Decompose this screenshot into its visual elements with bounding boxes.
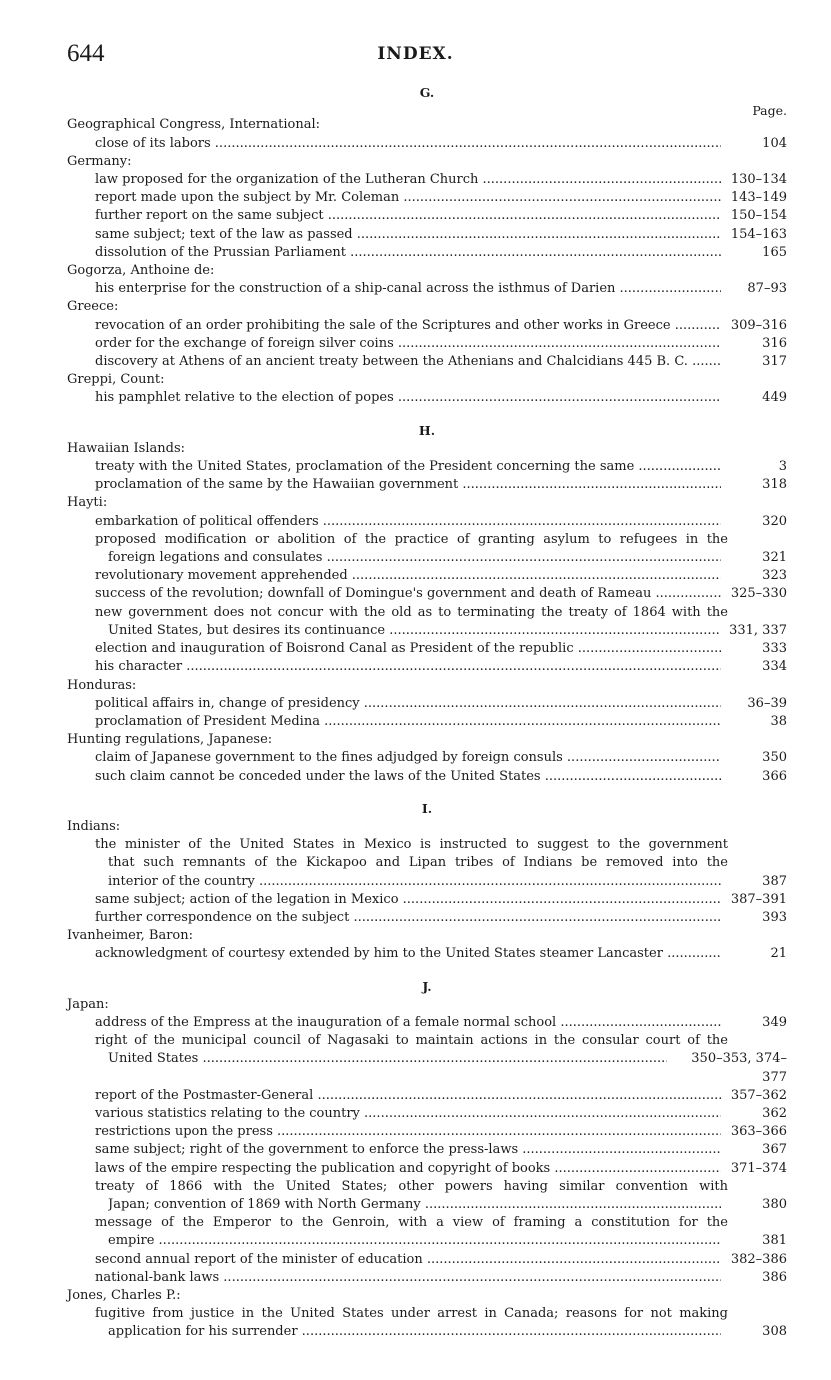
page-ref: 387–391 [730, 891, 787, 907]
index-heading: Geographical Congress, International: [67, 117, 320, 133]
section-letter-j: J. [422, 978, 432, 994]
index-entry: United States, but desires its continuance ..... 331, 337 [67, 622, 787, 640]
index-heading: Greece: [67, 299, 119, 315]
index-heading: Honduras: [67, 677, 137, 693]
page-ref: 366 [762, 768, 787, 784]
index-entry: political affairs in, change of presidency ..... 36–39 [67, 695, 787, 713]
section-letter-h: H. [418, 422, 436, 438]
page-ref: 382–386 [730, 1251, 787, 1267]
page-ref: 323 [762, 568, 787, 584]
index-entry: further report on the same subject ..... 150–154 [67, 207, 787, 225]
page-ref: 21 [770, 946, 787, 962]
page-ref: 449 [762, 390, 787, 406]
page-ref: 150–154 [730, 208, 787, 224]
index-entry: discovery at Athens of an ancient treaty between the Athenians and Chalcidians 445 B. C. ..... 317 [67, 353, 787, 371]
index-entry: election and inauguration of Boisrond Canal as President of the republic ..... 333 [67, 640, 787, 658]
page-ref: 333 [762, 641, 787, 657]
index-entry: success of the revolution; downfall of Domingue's government and death of Rameau ..... 325–330 [67, 585, 787, 603]
index-heading: Greppi, Count: [67, 372, 165, 388]
index-entry-line: treaty of 1866 with the United States; other powers having similar convention with [95, 1178, 728, 1194]
index-entry: various statistics relating to the country ..... 362 [67, 1105, 787, 1123]
page-ref: 143–149 [730, 190, 787, 206]
page-ref: 380 [762, 1196, 787, 1212]
index-entry: laws of the empire respecting the publication and copyright of books ..... 371–374 [67, 1160, 787, 1178]
page-ref: 393 [762, 909, 787, 925]
index-entry: foreign legations and consulates ..... 321 [67, 549, 787, 567]
page-ref: 87–93 [747, 281, 787, 297]
page-ref: 317 [762, 354, 787, 370]
index-entry: treaty with the United States, proclamation of the President concerning the same ..... 3 [67, 458, 787, 476]
page-ref: 3 [778, 459, 787, 475]
page-ref: 36–39 [747, 695, 787, 711]
index-entry: law proposed for the organization of the Lutheran Church ..... 130–134 [67, 171, 787, 189]
index-heading: Indians: [67, 818, 121, 834]
index-entry-line: the minister of the United States in Mexico is instructed to suggest to the government [95, 837, 728, 853]
index-entry: embarkation of political offenders ..... 320 [67, 513, 787, 531]
index-heading: Jones, Charles P.: [67, 1288, 181, 1303]
page-ref: 309–316 [730, 317, 787, 333]
page-ref: 318 [762, 477, 787, 493]
index-entry: proclamation of the same by the Hawaiian government ..... 318 [67, 476, 787, 494]
page-title: INDEX. [377, 44, 454, 64]
index-entry-line: new government does not concur with the old as to terminating the treaty of 1864 with the [95, 604, 728, 620]
page-ref: 381 [762, 1233, 787, 1249]
index-entry: interior of the country ..... 387 [67, 873, 787, 891]
index-entry: further correspondence on the subject ..... 393 [67, 909, 787, 927]
page-ref: 130–134 [730, 172, 787, 188]
page-ref: 308 [762, 1324, 787, 1340]
page-ref: 362 [762, 1105, 787, 1121]
index-entry: Japan; convention of 1869 with North Germany ..... 380 [67, 1196, 787, 1214]
page-ref: 165 [762, 244, 787, 260]
index-entry: revolutionary movement apprehended ..... 323 [67, 567, 787, 585]
section-letter-i: I. [421, 800, 433, 816]
page-ref: 350 [762, 750, 787, 766]
index-entry: his pamphlet relative to the election of popes ..... 449 [67, 389, 787, 407]
index-entry: acknowledgment of courtesy extended by him to the United States steamer Lancaster ..... 21 [67, 945, 787, 963]
index-entry: application for his surrender ..... 308 [67, 1323, 787, 1341]
index-entry: address of the Empress at the inauguration of a female normal school ..... 349 [67, 1014, 787, 1032]
index-entry-line: proposed modification or abolition of the practice of granting asylum to refugees in the [95, 531, 728, 547]
index-entry: restrictions upon the press ..... 363–366 [67, 1123, 787, 1141]
index-heading: Japan: [67, 996, 109, 1012]
index-entry: report of the Postmaster-General ..... 357–362 [67, 1087, 787, 1105]
page-ref: 316 [762, 335, 787, 351]
index-heading: Ivanheimer, Baron: [67, 928, 193, 944]
index-entry-line: fugitive from justice in the United States under arrest in Canada; reasons for not making [95, 1306, 728, 1322]
page-ref: 321 [762, 550, 787, 566]
index-entry: such claim cannot be conceded under the laws of the United States ..... 366 [67, 768, 787, 786]
page-ref: 367 [762, 1142, 787, 1158]
index-entry: his enterprise for the construction of a ship-canal across the isthmus of Darien ..... 87–93 [67, 280, 787, 298]
index-entry: dissolution of the Prussian Parliament ..... 165 [67, 244, 787, 262]
index-entry: United States ..... 350–353, 374–377 [67, 1050, 787, 1086]
index-entry-line: that such remnants of the Kickapoo and Lipan tribes of Indians be removed into the [108, 855, 728, 871]
index-entry-line: message of the Emperor to the Genroin, with a view of framing a constitution for the [95, 1215, 728, 1231]
page-ref: 371–374 [730, 1160, 787, 1176]
index-entry: empire ..... 381 [67, 1232, 787, 1250]
index-entry: second annual report of the minister of education ..... 382–386 [67, 1251, 787, 1269]
index-entry: national-bank laws ..... 386 [67, 1269, 787, 1287]
index-heading: Gogorza, Anthoine de: [67, 263, 215, 279]
index-entry-line: right of the municipal council of Nagasaki to maintain actions in the consular court of the [95, 1033, 728, 1049]
page-ref: 331, 337 [729, 622, 787, 638]
index-entry: same subject; right of the government to enforce the press-laws ..... 367 [67, 1141, 787, 1159]
index-entry: same subject; action of the legation in Mexico ..... 387–391 [67, 891, 787, 909]
page-ref: 325–330 [730, 586, 787, 602]
index-entry: proclamation of President Medina ..... 38 [67, 713, 787, 731]
index-entry: close of its labors ..... 104 [67, 135, 787, 153]
page-ref: 154–163 [730, 226, 787, 242]
index-entry: his character ..... 334 [67, 658, 787, 676]
page-number: 644 [67, 40, 105, 67]
page-ref: 320 [762, 513, 787, 529]
index-entry: order for the exchange of foreign silver coins ..... 316 [67, 335, 787, 353]
page-ref: 350–353, 374–377 [691, 1051, 787, 1085]
page-ref: 387 [762, 873, 787, 889]
index-entry: same subject; text of the law as passed ..... 154–163 [67, 226, 787, 244]
page-ref: 38 [770, 713, 787, 729]
index-body [67, 84, 787, 1342]
index-heading: Hawaiian Islands: [67, 440, 185, 456]
index-heading: Hunting regulations, Japanese: [67, 732, 273, 748]
index-heading: Hayti: [67, 495, 108, 511]
page-ref: 386 [762, 1269, 787, 1285]
page-ref: 363–366 [730, 1124, 787, 1140]
index-entry: revocation of an order prohibiting the sale of the Scriptures and other works in Greece ..... 309–316 [67, 317, 787, 335]
index-entry: report made upon the subject by Mr. Coleman ..... 143–149 [67, 189, 787, 207]
page-ref: 349 [762, 1014, 787, 1030]
page-column-header: Page. [752, 103, 787, 119]
page-ref: 334 [762, 659, 787, 675]
index-entry: claim of Japanese government to the fines adjudged by foreign consuls ..... 350 [67, 749, 787, 767]
page-ref: 104 [762, 135, 787, 151]
index-heading: Germany: [67, 153, 132, 169]
page-ref: 357–362 [730, 1087, 787, 1103]
section-letter-g: G. [419, 85, 435, 100]
